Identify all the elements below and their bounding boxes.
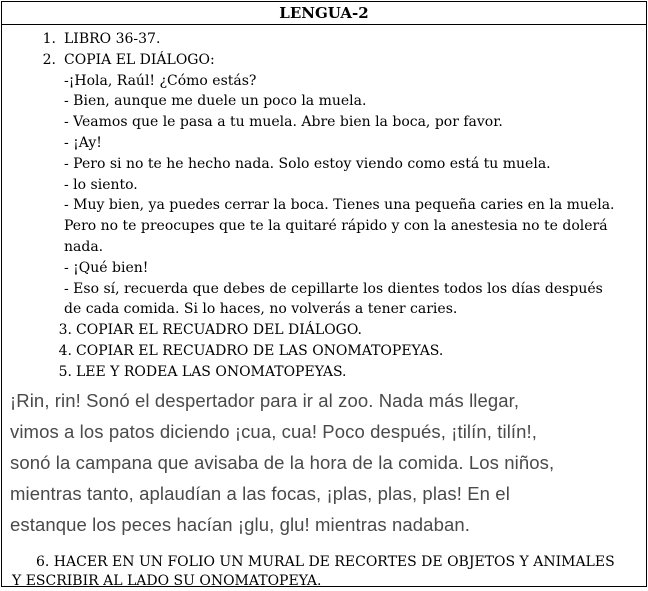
- list-item: [12, 362, 636, 383]
- title-header: [2, 2, 646, 25]
- item-text: COPIAR EL RECUADRO DEL DIÁLOGO.: [76, 322, 362, 339]
- item-number: 3.: [58, 322, 72, 339]
- item-text: COPIA EL DIÁLOGO:: [64, 51, 215, 68]
- item-text: COPIAR EL RECUADRO DE LAS ONOMATOPEYAS.: [76, 342, 444, 359]
- list-item: [12, 29, 636, 50]
- dialog-line: - ¡Qué bien!: [64, 259, 149, 276]
- item-number: 1.: [42, 31, 56, 47]
- list-item: [12, 320, 636, 341]
- dialog-line: - Pero si no te he hecho nada. Solo estoy viendo como está tu muela.: [64, 155, 551, 172]
- worksheet-body: [2, 25, 646, 383]
- dialog-line: - Eso sí, recuerda que debes de cepillarte los dientes todos los días después: [64, 280, 603, 297]
- list-item: [12, 50, 636, 71]
- item-text: LEE Y RODEA LAS ONOMATOPEYAS.: [76, 363, 347, 380]
- item-number: 5.: [58, 363, 72, 380]
- item-six-line: Y ESCRIBIR AL LADO SU ONOMATOPEYA.: [12, 572, 322, 589]
- dialog-line: Pero no te preocupes que te la quitaré rápido y con la anestesia no te dolerá: [64, 218, 608, 235]
- reading-line: vimos a los patos diciendo ¡cua, cua! Poco después, ¡tilín, tilín!,: [10, 420, 538, 442]
- dialog-line: - Veamos que le pasa a tu muela. Abre bien la boca, por favor.: [64, 114, 503, 131]
- item-number: 2.: [42, 51, 56, 68]
- item-six: [2, 553, 646, 591]
- dialog-line: -¡Hola, Raúl! ¿Cómo estás?: [64, 72, 257, 89]
- dialog-line: - ¡Ay!: [64, 134, 102, 151]
- dialog-line: - lo siento.: [64, 176, 138, 193]
- reading-passage: [10, 385, 646, 540]
- reading-line: ¡Rin, rin! Sonó el despertador para ir al zoo. Nada más llegar,: [10, 389, 520, 411]
- list-item: [12, 341, 636, 362]
- dialog-line: - Bien, aunque me duele un poco la muela.: [64, 93, 367, 110]
- worksheet: [1, 1, 647, 587]
- page-title: LENGUA-2: [279, 4, 369, 22]
- reading-line: estanque los peces hacían ¡glu, glu! mientras nadaban.: [10, 513, 470, 535]
- dialog-line: - Muy bien, ya puedes cerrar la boca. Tienes una pequeña caries en la muela.: [64, 197, 615, 214]
- item-text: LIBRO 36-37.: [64, 31, 161, 47]
- item-number: 4.: [58, 342, 72, 359]
- dialog-line: nada.: [64, 238, 104, 255]
- dialog-block: [64, 71, 636, 321]
- reading-line: mientras tanto, aplaudían a las focas, ¡plas, plas, plas! En el: [10, 482, 510, 504]
- reading-line: sonó la campana que avisaba de la hora de la comida. Los niños,: [10, 451, 555, 473]
- dialog-line: de cada comida. Si lo haces, no volverás a tener caries.: [64, 301, 458, 318]
- item-six-line: 6. HACER EN UN FOLIO UN MURAL DE RECORTES DE OBJETOS Y ANIMALES: [36, 553, 615, 570]
